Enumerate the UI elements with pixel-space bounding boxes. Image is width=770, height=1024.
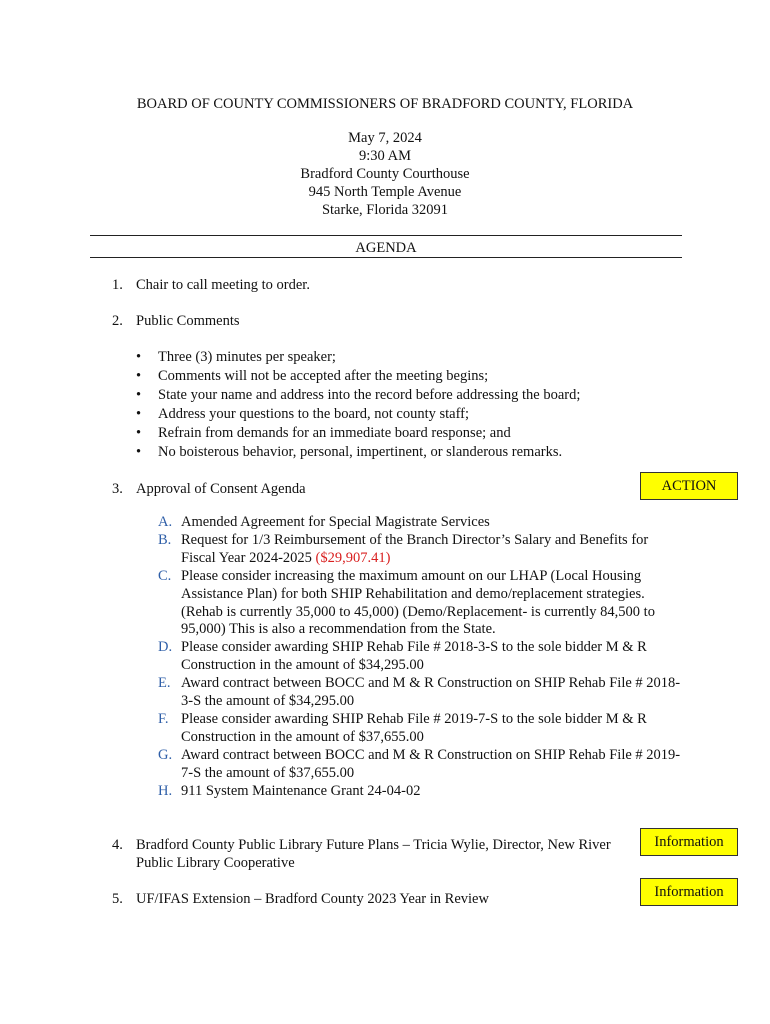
item-number: 3. [112, 481, 123, 497]
information-tag: Information [640, 828, 738, 856]
bullet-icon: • [136, 387, 142, 403]
item-number: 2. [112, 313, 123, 329]
item-letter: B. [158, 532, 172, 548]
item-text: Public Comments [136, 313, 240, 329]
list-item: • Address your questions to the board, not county staff; [136, 406, 470, 422]
item-letter: C. [158, 568, 172, 584]
item-text: Award contract between BOCC and M & R Construction on SHIP Rehab File # 2019-7-S the amount of $37,655.00 [181, 747, 681, 781]
meeting-time: 9:30 AM [359, 148, 411, 164]
information-tag: Information [640, 878, 738, 906]
org-title: BOARD OF COUNTY COMMISSIONERS OF BRADFORD COUNTY, FLORIDA [136, 96, 634, 112]
list-item: • State your name and address into the record before addressing the board; [136, 387, 581, 403]
bullet-icon: • [136, 406, 142, 422]
list-item: • Refrain from demands for an immediate board response; and [136, 425, 511, 441]
item-letter: D. [158, 639, 173, 655]
divider-bottom [90, 257, 682, 258]
meeting-date: May 7, 2024 [348, 130, 422, 146]
bullet-icon: • [136, 368, 142, 384]
item-text: Bradford County Public Library Future Plans – Tricia Wylie, Director, New River Public Library Cooperative [136, 837, 611, 871]
bullet-icon: • [136, 444, 142, 460]
item-text: Chair to call meeting to order. [136, 277, 310, 293]
item-text: UF/IFAS Extension – Bradford County 2023 Year in Review [136, 891, 489, 907]
item-letter: G. [158, 747, 173, 763]
list-item: • No boisterous behavior, personal, impertinent, or slanderous remarks. [136, 444, 563, 460]
item-number: 1. [112, 277, 123, 293]
item-letter: F. [158, 711, 169, 727]
public-comment-rules [136, 348, 696, 462]
item-text: Request for 1/3 Reimbursement of the Branch Director’s Salary and Benefits for Fiscal Year 2024-2025 ($29,907.41) [181, 532, 649, 566]
meeting-address-city: Starke, Florida 32091 [321, 202, 449, 218]
item-letter: H. [158, 783, 173, 799]
bullet-icon: • [136, 349, 142, 365]
item-text: Approval of Consent Agenda [136, 481, 306, 497]
action-tag: ACTION [640, 472, 738, 500]
item-text: Please consider awarding SHIP Rehab File # 2018-3-S to the sole bidder M & R Construction in the amount of $34,295.00 [181, 639, 647, 673]
item-text: 911 System Maintenance Grant 24-04-02 [181, 783, 421, 799]
item-letter: E. [158, 675, 171, 691]
meeting-address-street: 945 North Temple Avenue [308, 184, 462, 200]
item-letter: A. [158, 514, 173, 530]
agenda-title: AGENDA [355, 240, 417, 256]
list-item: • Three (3) minutes per speaker; [136, 349, 336, 365]
item-text: Amended Agreement for Special Magistrate Services [181, 514, 490, 530]
item-number: 5. [112, 891, 123, 907]
list-item: • Comments will not be accepted after the meeting begins; [136, 368, 489, 384]
item-text: Award contract between BOCC and M & R Construction on SHIP Rehab File # 2018-3-S the amount of $34,295.00 [181, 675, 681, 709]
meeting-venue: Bradford County Courthouse [300, 166, 470, 182]
item-number: 4. [112, 837, 123, 853]
item-text: Please consider awarding SHIP Rehab File # 2019-7-S to the sole bidder M & R Construction in the amount of $37,655.00 [181, 711, 647, 745]
divider-top [90, 235, 682, 236]
bullet-icon: • [136, 425, 142, 441]
item-text: Please consider increasing the maximum amount on our LHAP (Local Housing Assistance Plan) for both SHIP Rehabilitation and demo/replacement strategies. (Rehab is currently 35,000 to 45,000) (Demo/Replacement- is currently 84,500 to 95,000) This is also a recommendation from the State. [181, 568, 655, 638]
amount-highlight: ($29,907.41) [315, 549, 391, 566]
